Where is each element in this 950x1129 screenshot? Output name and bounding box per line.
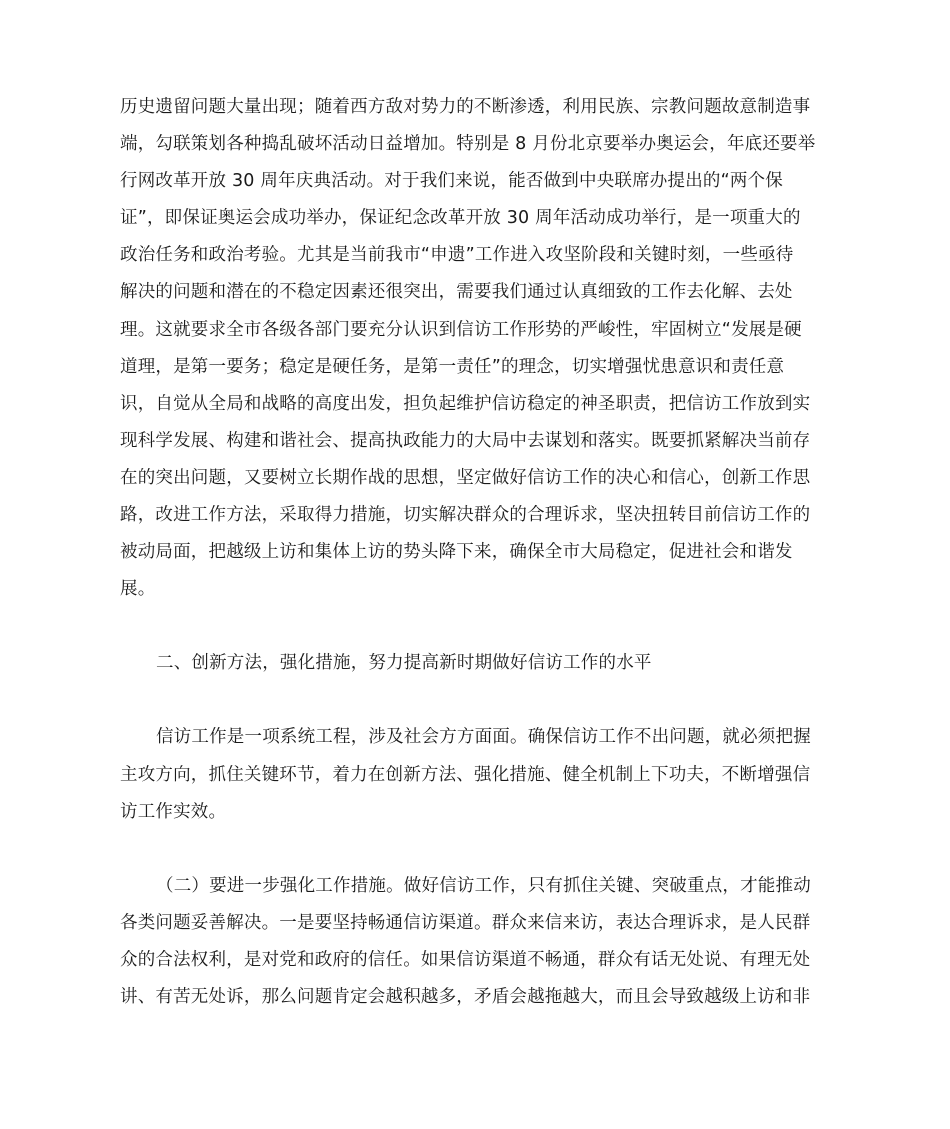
paragraph-spacer xyxy=(120,608,830,645)
text-line: 历史遗留问题大量出现；随着西方敌对势力的不断渗透，利用民族、宗教问题故意制造事 xyxy=(120,97,811,117)
text-line: 解决的问题和潜在的不稳定因素还很突出，需要我们通过认真细致的工作去化解、去处 xyxy=(120,282,793,303)
paragraph-p1 xyxy=(120,89,830,608)
text-line: 现科学发展、构建和谐社会、提高执政能力的大局中去谋划和落实。既要抓紧解决当前存 xyxy=(120,430,811,451)
text-line: 各类问题妥善解决。一是要坚持畅通信访渠道。群众来信来访，表达合理诉求，是人民群 xyxy=(120,912,811,933)
paragraph-p2 xyxy=(120,645,830,682)
text-line: 在的突出问题，又要树立长期作战的思想，坚定做好信访工作的决心和信心，创新工作思 xyxy=(120,467,811,488)
paragraph-p3 xyxy=(120,719,830,830)
text-line: 识，自觉从全局和战略的高度出发，担负起维护信访稳定的神圣职责，把信访工作放到实 xyxy=(120,393,811,414)
paragraph-spacer xyxy=(120,831,830,868)
text-line: 政治任务和政治考验。尤其是当前我市“申遗”工作进入攻坚阶段和关键时刻，一些亟待 xyxy=(120,245,794,266)
text-line: 证”，即保证奥运会成功举办，保证纪念改革开放 30 周年活动成功举行，是一项重大的 xyxy=(120,208,801,229)
text-line: 二、创新方法，强化措施，努力提高新时期做好信访工作的水平 xyxy=(156,653,652,674)
text-line: 访工作实效。 xyxy=(120,801,227,822)
text-line: 路，改进工作方法，采取得力措施，切实解决群众的合理诉求，坚决扭转目前信访工作的 xyxy=(120,505,811,526)
text-line: 众的合法权利，是对党和政府的信任。如果信访渠道不畅通，群众有话无处说、有理无处 xyxy=(120,949,811,970)
text-line: 道理，是第一要务；稳定是硬任务，是第一责任”的理念，切实增强忧患意识和责任意 xyxy=(120,356,785,377)
paragraph-spacer xyxy=(120,682,830,719)
text-line: 主攻方向，抓住关键环节，着力在创新方法、强化措施、健全机制上下功夫，不断增强信 xyxy=(120,764,811,785)
text-line: （二）要进一步强化工作措施。做好信访工作，只有抓住关键、突破重点，才能推动 xyxy=(156,875,811,896)
text-line: 讲、有苦无处诉，那么问题肯定会越积越多，矛盾会越拖越大，而且会导致越级上访和非 xyxy=(120,986,811,1007)
text-line: 被动局面，把越级上访和集体上访的势头降下来，确保全市大局稳定，促进社会和谐发 xyxy=(120,542,793,563)
text-line: 信访工作是一项系统工程，涉及社会方方面面。确保信访工作不出问题，就必须把握 xyxy=(156,727,811,748)
text-line: 展。 xyxy=(120,579,156,600)
document-page xyxy=(120,89,830,1016)
paragraph-p4 xyxy=(120,868,830,1016)
text-line: 端，勾联策划各种捣乱破坏活动日益增加。特别是 8 月份北京要举办奥运会，年底还要举 xyxy=(120,134,816,155)
text-line: 行网改革开放 30 周年庆典活动。对于我们来说，能否做到中央联席办提出的“两个保 xyxy=(120,171,783,192)
text-line: 理。这就要求全市各级各部门要充分认识到信访工作形势的严峻性，牢固树立“发展是硬 xyxy=(120,319,802,340)
